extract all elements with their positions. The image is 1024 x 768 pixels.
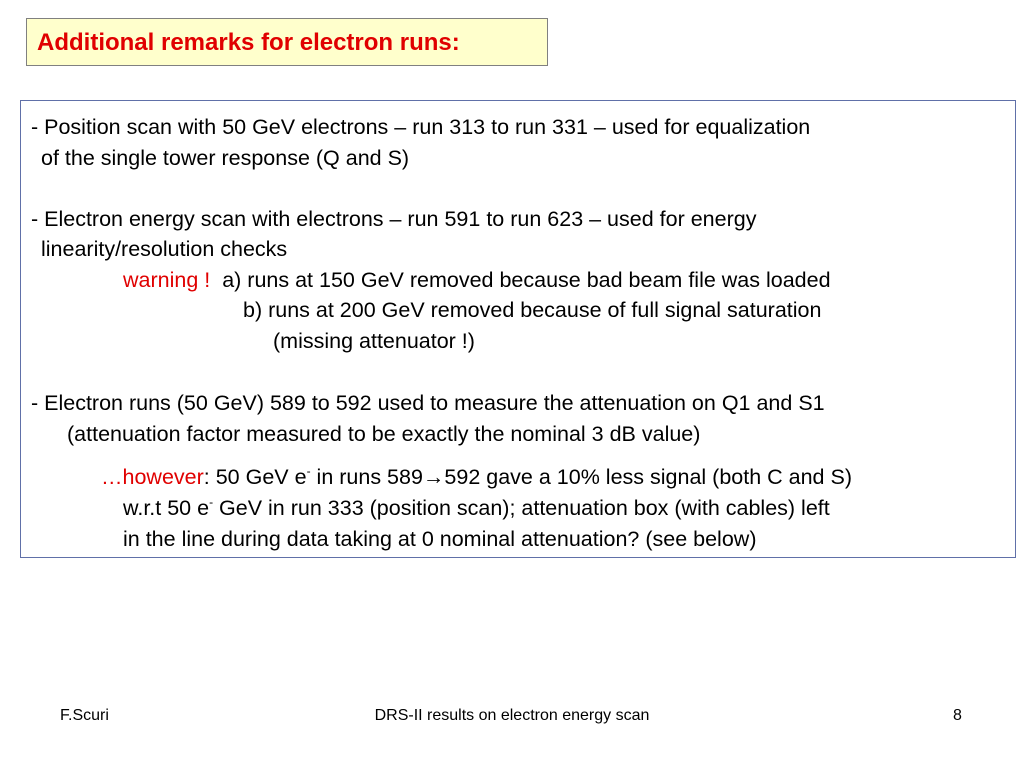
however-line — [101, 464, 852, 490]
arrow-icon: → — [422, 465, 445, 489]
however-line-2 — [123, 495, 830, 521]
remark-2-line-2: linearity/resolution checks — [41, 237, 288, 261]
warning-item-a: a) runs at 150 GeV removed because bad beam file was loaded — [222, 268, 831, 292]
slide-title: Additional remarks for electron runs: — [37, 29, 460, 56]
however-text-a: : 50 GeV e — [203, 465, 307, 489]
however-text-c: 592 gave a 10% less signal (both C and S) — [444, 465, 852, 489]
warning-label: warning ! — [123, 268, 211, 292]
page-number: 8 — [953, 707, 962, 724]
warning-line — [123, 267, 831, 293]
however-line-3: in the line during data taking at 0 nominal attenuation? (see below) — [123, 527, 757, 551]
footer-title: DRS-II results on electron energy scan — [374, 707, 650, 724]
electron-superscript: - — [306, 463, 311, 478]
slide-title-box — [26, 18, 548, 66]
remark-1-line-1: - Position scan with 50 GeV electrons – run 313 to run 331 – used for equalization — [31, 115, 811, 139]
remark-3-line-2: (attenuation factor measured to be exactly the nominal 3 dB value) — [67, 422, 701, 446]
however-label: …however — [101, 465, 204, 489]
however-text-b: in runs 589 — [310, 465, 423, 489]
however-line-2-b: GeV in run 333 (position scan); attenuation box (with cables) left — [213, 496, 830, 520]
warning-item-b: b) runs at 200 GeV removed because of full signal saturation — [243, 298, 822, 322]
electron-superscript-2: - — [209, 494, 214, 509]
footer-author: F.Scuri — [60, 707, 109, 724]
content-box — [20, 100, 1016, 558]
however-line-2-a: w.r.t 50 e — [123, 496, 210, 520]
remark-2-line-1: - Electron energy scan with electrons – run 591 to run 623 – used for energy — [31, 207, 757, 231]
remark-3-line-1: - Electron runs (50 GeV) 589 to 592 used to measure the attenuation on Q1 and S1 — [31, 391, 825, 415]
warning-item-b-note: (missing attenuator !) — [273, 329, 475, 353]
remark-1-line-2: of the single tower response (Q and S) — [41, 146, 410, 170]
